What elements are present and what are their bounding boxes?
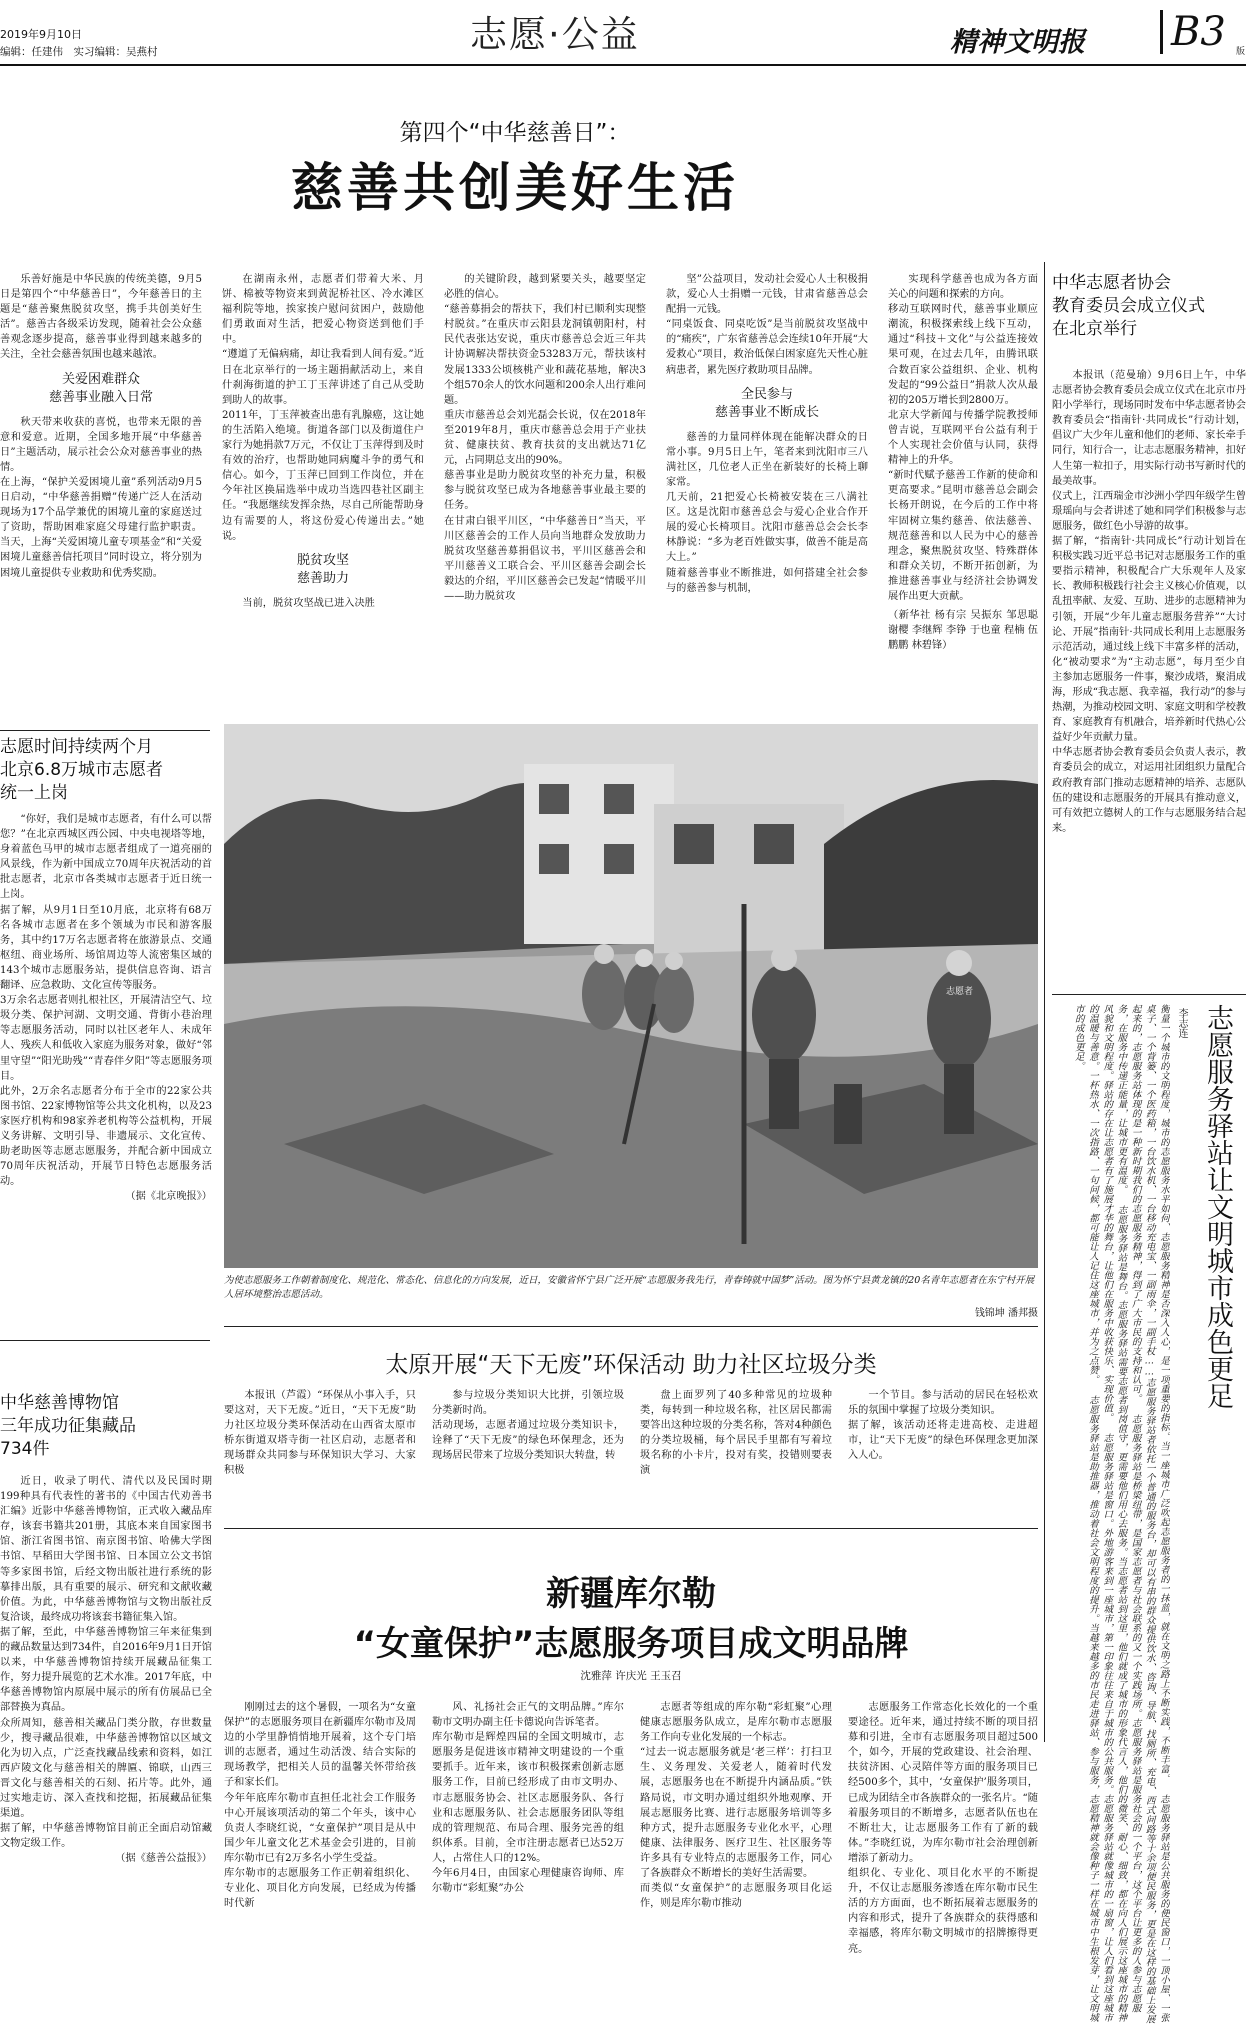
xinjiang-text: 刚刚过去的这个暑假，一项名为“女童保护”的志愿服务项目在新疆库尔勒市及周边的小学里静悄悄地开展着，这个专门培训的志愿者，通过生动活泼、结合实际的现场教学，把相关人员的温馨关怀带给孩子和家长们。 今年年底库尔勒市直担任北社会工作服务中心开展该项活动的第二个年头，该中心负责人李晓红说，“女童保护”项目是从中国少年儿童文化艺术基金会引进的，目前库尔勒市已有2万多名小学生受益。 库尔勒市的志愿服务工作正朝着组织化、专业化、项目化方向发展，已经成为传播时代新: [224, 1702, 416, 1910]
association-body: [1052, 368, 1246, 974]
xinjiang-kicker: 新疆库尔勒: [546, 1574, 716, 1614]
lead-subhead: 脱贫攻坚 慈善助力: [296, 552, 349, 586]
news-photo: [224, 724, 1038, 1268]
lead-paragraph: 的关键阶段，越到紧要关头，越要坚定必胜的信心。 “慈善募捐会的帮扶下，我们村已顺利实现整村脱贫。”在重庆市云阳县龙洞镇朝阳村，村民代表张达安说，重庆市慈善总会近三年共计协调解决帮扶资金53283万元，帮扶该村发展1333公顷核桃产业和蔬花基地，解决3个组570余人的饮水问题和200余人出行难问题。 重庆市慈善总会刘光磊会长说，仅在2018年至2019年8月，重庆市慈善总会用于产业扶贫、健康扶贫、教育扶贫的支出就达71亿元，占同期总支出的90%。 慈善事业是助力脱贫攻坚的补充力量，积极参与脱贫攻坚已成为各地慈善事业最主要的任务。 在甘肃白银平川区，“中华慈善日”当天，平川区慈善会的工作人员向当地群众发放助力脱贫攻坚慈善募捐倡议书，平川区慈善会和平川慈善义工联合会、平川区慈善会副会长毅达的介绍，平川区慈善会已发起“情暖平川——助力脱贫攻: [444, 274, 646, 602]
lead-paragraph: 乐善好施是中华民族的传统美德，9月5日是第四个“中华慈善日”，今年慈善日的主题是“慈善聚焦脱贫攻坚，携手共创美好生活”。慈善古各级采访发现，随着社会公众慈善观念逐步提高，慈善事业得到越来越多的关注，全社会慈善氛围也越来越浓。: [0, 274, 202, 361]
taiyuan-top-rule: [224, 1326, 1038, 1327]
museum-body: [0, 1474, 212, 2020]
taiyuan-title: 太原开展“天下无废”环保活动 助力社区垃圾分类: [385, 1352, 877, 1378]
xinjiang-column-3: [640, 1700, 832, 2020]
paper-name: 精神文明报: [950, 27, 1085, 58]
photo-caption: 为使志愿服务工作朝着制度化、规范化、常态化、信息化的方向发展，近日，安徽省怀宁县广泛开展“志愿服务我先行，青春铸就中国梦”活动。图为怀宁县黄龙镇的20名青年志愿者在东宁村开展人居环境整治志愿活动。: [224, 1275, 1035, 1300]
beijing-text: “你好，我们是城市志愿者，有什么可以帮您？”在北京西城区西公园、中央电视塔等地，身着蓝色马甲的城市志愿者组成了一道亮丽的风景线，作为新中国成立70周年庆祝活动的首批志愿者，北京市各类城市志愿者于近日统一上岗。 据了解，从9月1日至10月底，北京将有68万名各城市志愿者在多个领域为市民和游客服务，其中约17万名志愿者将在旅游景点、交通枢纽、商业场所、场馆周边等人流密集区域的143个城市志愿服务站，提供信息咨询、语言翻译、应急救助、文化宣传等服务。 3万余名志愿者则扎根社区，开展清洁空气、垃圾分类、保护河湖、文明交通、背街小巷治理等志愿服务活动，同时以社区老年人、未成年人、残疾人和低收入家庭为服务对象，做好“邻里守望”“阳光助残”“青春伴夕阳”等志愿服务项目。 此外，2万余名志愿者分布于全市的22家公共图书馆、22家博物馆等公共文化机构，以及23家医疗机构和98家养老机构等公益机构，开展义务讲解、文明引导、非遗展示、文化宣传、助老助医等志愿志愿服务，并配合新中国成立70周年庆祝活动，开展节日特色志愿服务活动。: [0, 814, 212, 1188]
right-divider: [1052, 994, 1246, 995]
taiyuan-text: 参与垃圾分类知识大比拼，引领垃圾分类新时尚。 活动现场，志愿者通过垃圾分类知识卡，诠释了“天下无废”的绿色环保理念，还为现场居民带来了垃圾分类知识大转盘，转: [432, 1390, 624, 1462]
taiyuan-column-1: [224, 1388, 416, 1512]
lead-subhead: 关爱困难群众 慈善事业融入日常: [48, 371, 153, 405]
photo-credit: 钱锦坤 潘邦摄: [974, 1308, 1038, 1319]
beijing-body: [0, 812, 212, 1326]
left-divider-1: [0, 730, 210, 731]
commentary-author: 李志连: [1176, 1008, 1187, 1038]
lead-subhead: 全民参与 慈善事业不断成长: [714, 386, 819, 420]
xinjiang-column-4: [848, 1700, 1038, 2020]
xinjiang-authors: 沈雅萍 许庆光 王玉召: [580, 1670, 682, 1682]
beijing-title: 志愿时间持续两个月 北京6.8万城市志愿者 统一上岗: [0, 737, 164, 803]
lead-paragraph: 坚”公益项目，发动社会爱心人士积极捐款，爱心人士捐赠一元钱，甘肃省慈善总会配捐一元钱。 “同桌饭食、同桌吃饭”是当前脱贫攻坚战中的“痛疾”，广东省慈善总会连续10年开展“大爱救心”项目，救治低保白困家庭先天性心脏病患者，累先医疗救助项目品牌。: [666, 274, 868, 376]
lead-paragraph: 在湖南永州，志愿者们带着大米、月饼、棉被等物资来到黄泥桥社区、冷水滩区福利院等地，挨家挨户慰问贫困户，鼓励他们勇敢面对生活，把爱心物资送到他们手中。 “遵道了无偏病痛，却让我看到人间有爱。”近日在北京举行的一场主题捐献活动上，来自什刹海街道的护工丁玉萍讲述了自己从受助到助人的故事。 2011年，丁玉萍被查出患有乳腺癌，这让她的生活陷入绝境。街道各部门以及街道住户家行为她捐款7万元，不仅让丁玉萍得到及时有效的治疗，也帮助她同病魔斗争的勇气和信心。如今，丁玉萍已回到工作岗位，并在今年社区换届选举中成功当选四巷社区副主任。“我愿继续发挥余热，尽自己所能帮助身边有需要的人，将这份爱心传递出去。”她说。: [222, 274, 424, 542]
lead-column-2: [222, 272, 424, 660]
xinjiang-text: 风、礼扬社会正气的文明品牌。”库尔勒市文明办副主任卡德说向告诉笔者。 库尔勒市是辉煌四届的全国文明城市，志愿服务是促进该市精神文明建设的一个重要抓手。近年来，该市积极探索创新志愿服务工作，目前已经形成了由市文明办、市志愿服务协会、社区志愿服务队、各行业和志愿服务队、社会志愿服务团队等组成的管理规范、布局合理、服务完善的组织体系。目前，全市注册志愿者已达52万人，占常住人口的12%。 今年6月4日，由国家心理健康咨询师、库尔勒市“彩虹聚”办公: [432, 1702, 624, 1895]
taiyuan-text: 一个节目。参与活动的居民在轻松欢乐的氛围中掌握了垃圾分类知识。 据了解，该活动还将走进高校、走进超市，让“天下无废”的绿色环保理念更加深入人心。: [848, 1390, 1038, 1462]
xinjiang-column-1: [224, 1700, 416, 2020]
section-title: 志愿·公益: [470, 13, 640, 56]
page-number: B3: [1160, 10, 1226, 54]
lead-column-1: [0, 272, 202, 660]
taiyuan-column-4: [848, 1388, 1038, 1512]
association-text: 本报讯（范曼瑜）9月6日上午，中华志愿者协会教育委员会成立仪式在北京市丹阳小学举行，现场同时发布中华志愿者协会教育委员会“指南针·共同成长”行动计划，倡议广大少年儿童和他们的老师、家长牵手同行，知行合一，让志志愿服务精神，扣好人生第一粒扣子，用实际行动书写新时代的最美故事。 仪式上，江西瑞金市沙洲小学四年级学生曾璟瑶向与会者讲述了她和同学们积极参与志愿服务，做红色小导游的故事。 据了解，“指南针·共同成长”行动计划旨在积极实践习近平总书记对志愿服务工作的重要指示精神，积极配合广大乐观年人及家长、教师积极践行社会主义核心价值观，以乱扭率献、友爱、互助、进步的志愿精神为引领，开展“少年儿童志愿服务营养”“大讨论、开展”指南针·共同成长利用上志愿服务示范活动，通过线上线下丰富多样的活动，化“被动要求”为“主动志愿”，每月至少自主参加志愿服务一件事，聚沙成塔，聚涓成海，形成“我志愿、我幸福，我行动”的参与热潮，为推动校园文明、家庭文明和学校教育、家庭教育有机融合，培养新时代热心公益好少年贡献力量。 中华志愿者协会教育委员会负责人表示，教育委员会的成立，对运用社团组织力量配合政府教育部门推动志愿精神的培养、志愿队伍的建设和志愿服务的开展具有推动意义，可有效把立德树人的工作与志愿服务结合起来。: [1052, 370, 1246, 834]
taiyuan-column-3: [640, 1388, 832, 1512]
museum-text: 近日，收录了明代、清代以及民国时期199种具有代表性的著书的《中国古代劝善书汇编》近影中华慈善博物馆，正式收入藏品库存，该套书籍共201册，其底本来自国家图书馆、浙江省图书馆、南京图书馆、哈佛大学图书馆、早稻田大学图书馆、日本国立公文书馆等多家图书馆，后经文物出版社进行系统的影摹排出版，具有重要的展示、研究和文献收藏价值。为此，中华慈善博物馆与文物出版社反复洽谈，最终成功将该套书籍征集入馆。 据了解，至此，中华慈善博物馆三年来征集到的藏品数量达到734件，自2016年9月1日开馆以来，中华慈善博物馆持续开展藏品征集工作，努力提升展览的艺术水准。2017年底，中华慈善博物馆内原展中展示的所有仿展品已全部替换为真品。 众所周知，慈善相关藏品门类分散，存世数量少，搜寻藏品很难，中华慈善博物馆以区域文化为切入点，广泛查找藏品线索和资料，如江西庐陵文化与慈善相关的牌匾、锦联，山西三晋文化与慈善相关的石刻、拓片等。此外，通过实地走访、深入查找和挖掘，拓展藏品征集渠道。 据了解，中华慈善博物馆目前正全面启动馆藏文物定级工作。: [0, 1476, 212, 1850]
lead-column-3: [444, 272, 646, 660]
association-title: 中华志愿者协会 教育委员会成立仪式 在北京举行: [1052, 273, 1205, 339]
xinjiang-text: 志愿者等组成的库尔勒“彩虹聚”心理健康志愿服务队成立，是库尔勒市志愿服务工作向专业化发展的一个标志。 “过去一说志愿服务就是‘老三样’：打扫卫生、义务理发、关爱老人，随着时代发展，志愿服务也在不断提升内涵品质。”铁路局说，市文明办通过组织外地观摩、开展志愿服务比赛、进行志愿服务培训等多种方式，提升志愿服务专业化水平，心理健康、法律服务、医疗卫生、社区服务等许多具有专业特点的志愿服务工作，同心了各族群众不断增长的美好生活需要。 而类似“女童保护”的志愿服务项目化运作，则是库尔勒市推动: [640, 1702, 832, 1910]
vest-label: 志愿者: [946, 987, 974, 997]
museum-title: 中华慈善博物馆 三年成功征集藏品 734件: [0, 1393, 136, 1459]
museum-credit: （据《慈善公益报》）: [115, 1853, 212, 1865]
masthead: [0, 0, 1246, 62]
beijing-credit: （据《北京晚报》）: [125, 1191, 212, 1203]
lead-kicker: 第四个“中华慈善日”：: [399, 120, 631, 146]
xinjiang-column-2: [432, 1700, 624, 2020]
lead-paragraph: 实现科学慈善也成为各方面关心的问题和探索的方向。 移动互联网时代，慈善事业顺应潮流，积极探索线上线下互动，通过“科技＋文化”与公益连接效果可观，在过去几年，由腾讯联合数百家公益组织、企业、机构发起的“99公益日”捐款人次从最初的205万增长到2800万。 北京大学新闻与传播学院教授师曾吉说，互联网平台公益有利于个人实现社会价值与认同，获得精神上的升华。 “新时代赋予慈善工作新的使命和更高要求。”昆明市慈善总会副会长杨开朗说，在今后的工作中将牢固树立集约慈善、依法慈善、规范慈善和以人民为中心的慈善理念，聚焦脱贫攻坚、特殊群体和群众关切，不断开拓创新，为推进慈善事业与经济社会协调发展作出更大贡献。: [888, 274, 1038, 602]
lead-paragraph: 秋天带来收获的喜悦，也带来无限的善意和爱意。近期，全国多地开展“中华慈善日”主题活动，展示社会公众对慈善事业的热情。 在上海，“保护关爱困境儿童”系列活动9月5日启动，“中华慈善捐赠”传递广泛人在活动现场为17个品学兼优的困境儿童的家庭送过了资助，帮助困难家庭父母建行监护职责。当天，上海“关爱困境儿童专项基金”和“关爱困境儿童慈善信托项目”同时设立，将分别为困境儿童提供专业救助和优秀奖励。: [0, 416, 202, 579]
lead-paragraph: 当前，脱贫攻坚战已进入决胜: [242, 597, 375, 609]
xinjiang-top-rule: [224, 1528, 1038, 1529]
masthead-rule: [0, 64, 1246, 66]
lead-column-4: [666, 272, 868, 660]
issue-date: 2019年9月10日: [0, 28, 82, 41]
left-divider-2: [0, 1340, 210, 1341]
page-suffix: 版: [1236, 47, 1246, 57]
lead-column-5: [888, 272, 1038, 660]
photo-scene: [224, 724, 1038, 1268]
editor-credit: 编辑：任建伟 实习编辑：吴燕村: [0, 46, 158, 58]
taiyuan-text: 本报讯（芦霞）“环保从小事入手，只要这对，天下无废。”近日，“天下无废”助力社区垃圾分类环保活动在山西省太原市桥东街道双塔寺街一社区启动，志愿者和现场群众共同参与环保知识大学习、大家积极: [224, 1390, 416, 1477]
xinjiang-text: 志愿服务工作常态化长效化的一个重要途径。近年来，通过持续不断的项目招募和引进，全市有志愿服务项目超过500个，如今，开展的党政建设、社会治理、扶贫济困、心灵陪伴等方面的服务项目已经500多个，其中，‘女童保护’服务项目，已成为团结全市各族群众的一张名片。“随着服务项目的不断增多，志愿者队伍也在不断壮大，让志愿服务工作有了新的载体。”李晓红说，为库尔勒市社会治理创新增添了新动力。 组织化、专业化、项目化水平的不断提升，不仅让志愿服务渗透在库尔勒市民生活的方方面面，也不断拓展着志愿服务的内容和形式，提升了各族群众的获得感和幸福感，将库尔勒文明城市的招牌擦得更亮。: [848, 1702, 1038, 1955]
commentary-body: 衡量一个城市的文明程度，城市的志愿服务水平如何、志愿服务精神是否深入人心，是一项重要的指标。当一座城市广泛吹起志愿服务者的一抹蓝，就在文明之路上不断实践，不断丰富。 志愿服务驿站是公共服务的便民窗口，一顶小屋、一张桌子、一个背篓、一个医药箱，一台饮水机、一台移动充电宝、一副雨伞，一副手杖……志愿服务驿站者依托一个普通的服务台，却可以有串的群众提供饮水、咨询、导航、找厕所、充电、西式问路等十余项便民服务，更是在这样的基础上发展起来的，志愿服务站体现的是一种新时期我们的志愿服务精神，得到了广大市民的支持和认可。 志愿服务驿站是桥梁纽带，是国家志愿者与社会联系的又一个实践场所。志愿服务驿站是服务社会的一个平台，这个平台让更多的人参与志愿服务，在服务中传递正能量，让城市更有温度。 志愿服务驿站是舞台。志愿服务驿站需要志愿者到岗值守，更需要他们用心去服务。当志愿者站到这里，他们就成了城市的形象代言人，他们的微笑、耐心、细致，都在向人们展示这座城市的精神风貌和文明程度。驿站的存在让志愿者有了施展才华的舞台，让他们在服务中收获快乐、实现价值。 志愿服务驿站是窗口。外地游客来到一座城市，第一印象往往来自于城市的公共服务。志愿服务驿站就像城市的一扇窗，让人们看到这座城市的温暖与善意。一杯热水、一次指路、一句问候，都可能让人记住这座城市，并为之点赞。 志愿服务驿站是助推器，推动着社会文明程度的提升。当越来越多的市民走进驿站、参与服务，志愿精神就会像种子一样在城市中生根发芽，让文明城市的成色更足。: [1072, 1004, 1169, 2024]
taiyuan-column-2: [432, 1388, 624, 1512]
xinjiang-title: “女童保护”志愿服务项目成文明品牌: [353, 1624, 909, 1664]
lead-paragraph: 慈善的力量同样体现在能解决群众的日常小事。9月5日上午，笔者来到沈阳市三八满社区，几位老人正坐在新装好的长椅上聊家常。 几天前，21把爱心长椅被安装在三八满社区。这是沈阳市慈善总会与爱心企业合作开展的爱心长椅项目。沈阳市慈善总会会长李林静说：“多为老百姓做实事，做善不能是高大上。” 随着慈善事业不断推进，如何搭建全社会参与的慈善参与机制，: [666, 431, 868, 594]
commentary-title: 志愿服务驿站让文明城市成色更足: [1202, 1004, 1233, 1409]
lead-title: 慈善共创美好生活: [290, 159, 739, 219]
right-sidebar-divider: [1044, 262, 1045, 1742]
taiyuan-text: 盘上面罗列了40多种常见的垃圾种类，每转到一种垃圾名称，社区居民都需要答出这种垃圾的分类名称，答对4种颜色的分类垃圾桶，每个居民手里都有写着垃圾名称的小卡片，投对有奖，投错则要表演: [640, 1390, 832, 1477]
lead-byline: （新华社 杨有宗 吴振东 邹思聪 谢樱 李继辉 李铮 于也童 程楠 伍鹏鹏 林碧锋）: [888, 610, 1038, 652]
